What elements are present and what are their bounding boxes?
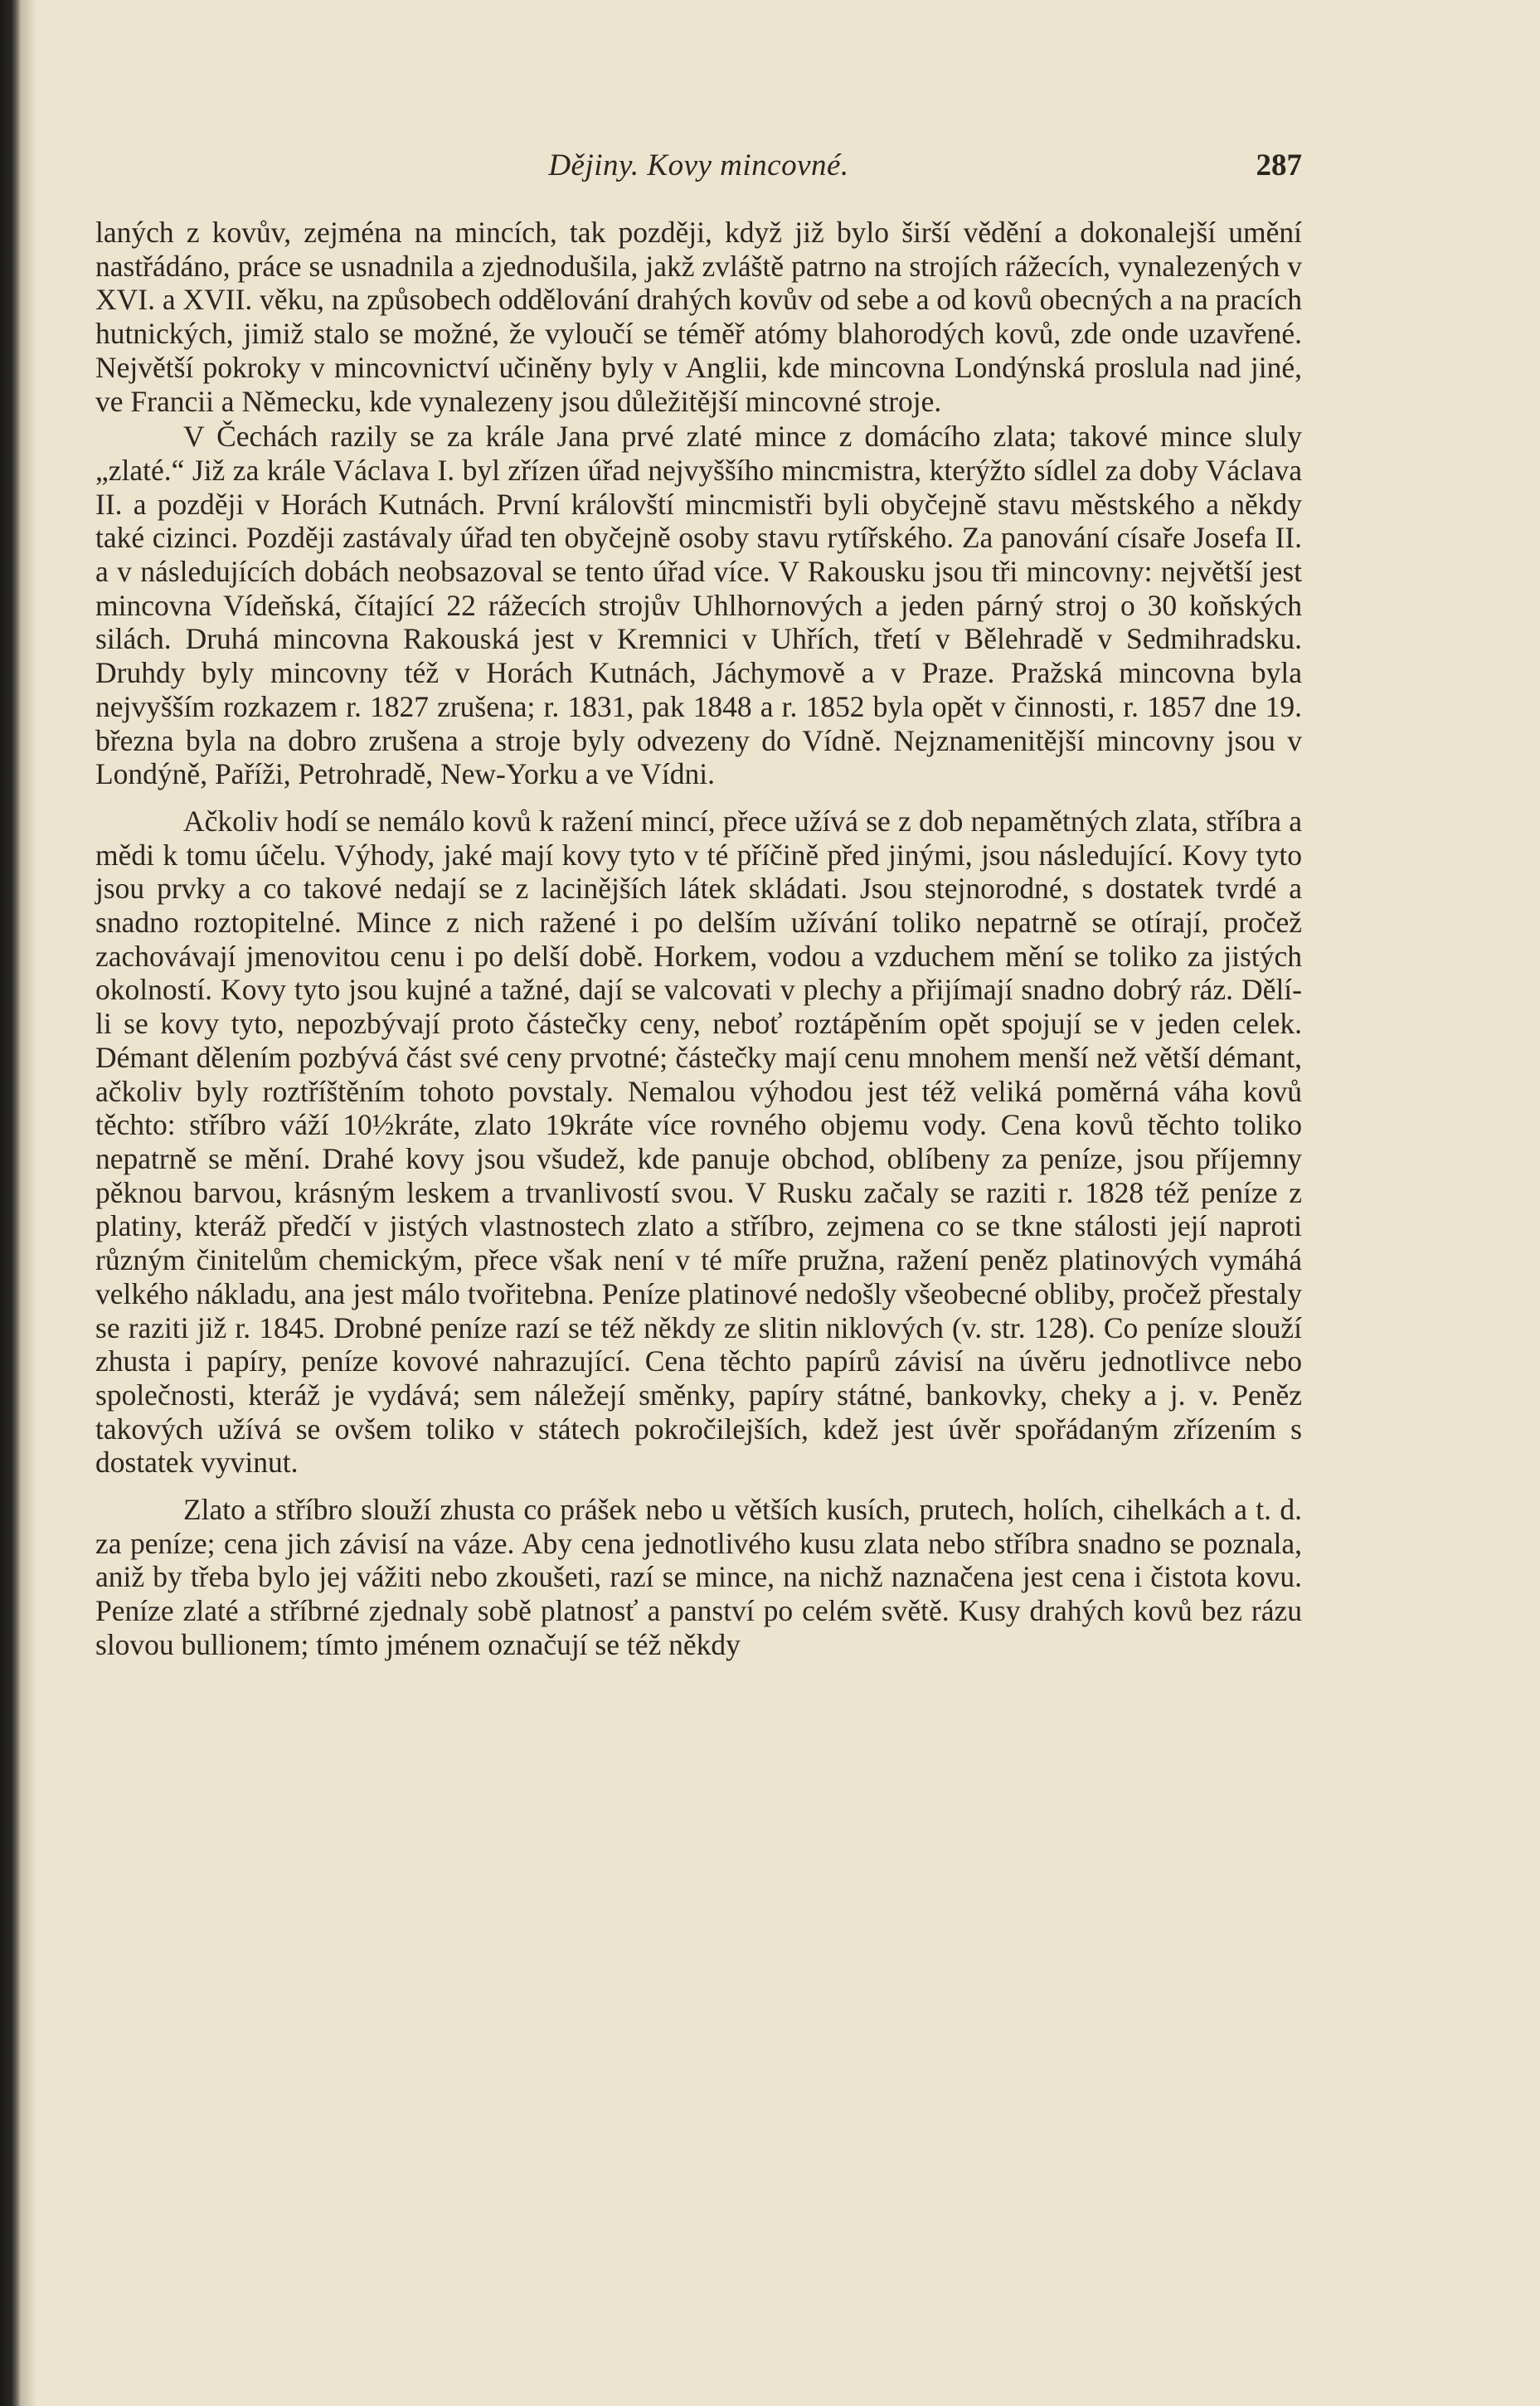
paragraph-metal-properties: Ačkoliv hodí se nemálo kovů k ražení mincí, přece užívá se z dob nepamětných zlata, stříbra a mědi k tomu účelu. Výhody, jaké mají kovy tyto v té příčině před jinými, jsou následující. Kovy tyto jsou prvky a co takové nedají se z lacinějších látek skládati. Jsou stejnorodné, s dostatek tvrdé a snadno roztopitelné. Mince z nich ražené i po delším užívání toliko nepatrně se otírají, pročež zachovávají jmenovitou cenu i po delší době. Horkem, vodou a vzduchem mění se toliko za jistých okolností. Kovy tyto jsou kujné a tažné, dají se valcovati v plechy a přijímají snadno dobrý ráz. Dělí-li se kovy tyto, nepozbývají proto částečky ceny, neboť roztápěním opět spojují se v jeden celek. Démant dělením pozbývá část své ceny prvotné; částečky mají cenu mnohem menší než větší démant, ačkoliv byly roztříštěním tohoto povstaly. Nemalou výhodou jest též veliká poměrná váha kovů těchto: stříbro váží 10½kráte, zlato 19kráte více rovného objemu vody. Cena kovů těchto toliko nepatrně se mění. Drahé kovy jsou všudež, kde panuje obchod, oblíbeny za peníze, jsou příjemny pěknou barvou, krásným leskem a trvanlivostí svou. V Rusku začaly se raziti r. 1828 též peníze z platiny, kteráž předčí v jistých vlastnostech zlato a stříbro, zejmena co se tkne stálosti její naproti různým činitelům chemickým, přece však není v té míře pružna, ražení peněz platinových vymáhá velkého nákladu, ana jest málo tvořitebna. Peníze platinové nedošly všeobecné obliby, pročež přestaly se raziti již r. 1845. Drobné peníze razí se též někdy ze slitin niklových (v. str. 128). Co peníze slouží zhusta i papíry, peníze kovové nahrazující. Cena těchto papírů závisí na úvěru jednotlivce nebo společnosti, kteráž je vydává; sem náležejí směnky, papíry státné, bankovky, cheky a j. v. Peněz takových užívá se ovšem toliko v státech pokročilejších, kdež jest úvěr spořádaným zřízením s dostatek vyvinut.	[95, 804, 1302, 1480]
page-number: 287	[1256, 148, 1302, 182]
paragraph-bullion: Zlato a stříbro slouží zhusta co prášek nebo u větších kusích, prutech, holích, cihelkách a t. d. za peníze; cena jich závisí na váze. Aby cena jednotlivého kusu zlata nebo stříbra snadno se poznala, aniž by třeba bylo jej vážiti nebo zkoušeti, razí se mince, na nichž naznačena jest cena i čistota kovu. Peníze zlaté a stříbrné zjednaly sobě platnosť a panství po celém světě. Kusy drahých kovů bez rázu slovou bullionem; tímto jménem označují se též někdy	[95, 1493, 1302, 1661]
body-text	[95, 216, 1302, 1662]
page-shadow	[22, 0, 36, 2406]
book-binding-gutter	[0, 0, 22, 2406]
paragraph-czech-mints: V Čechách razily se za krále Jana prvé zlaté mince z domácího zlata; takové mince sluly „zlaté.“ Již za krále Václava I. byl zřízen úřad nejvyššího mincmistra, kterýžto sídlel za doby Václava II. a později v Horách Kutnách. První královští mincmistři byli obyčejně stavu městského a někdy také cizinci. Později zastávaly úřad ten obyčejně osoby stavu rytířského. Za panování císaře Josefa II. a v následujících dobách neobsazoval se tento úřad více. V Rakousku jsou tři mincovny: největší jest mincovna Vídeňská, čítající 22 rážecích strojův Uhlhornových a jeden párný stroj o 30 koňských silách. Druhá mincovna Rakouská jest v Kremnici v Uhřích, třetí v Bělehradě v Sedmihradsku. Druhdy byly mincovny též v Horách Kutnách, Jáchymově a v Praze. Pražská mincovna byla nejvyšším rozkazem r. 1827 zrušena; r. 1831, pak 1848 a r. 1852 byla opět v činnosti, r. 1857 dne 19. března byla na dobro zrušena a stroje byly odvezeny do Vídně. Nejznamenitější mincovny jsou v Londýně, Paříži, Petrohradě, New-Yorku a ve Vídni.	[95, 420, 1302, 791]
paragraph-continuation: laných z kovův, zejména na mincích, tak později, když již bylo širší vědění a dokonalejší umění nastřádáno, práce se usnadnila a zjednodušila, jakž zvláště patrno na strojích rážecích, vynalezených v XVI. a XVII. věku, na způsobech oddělování drahých kovův od sebe a od kovů obecných a na pracích hutnických, jimiž stalo se možné, že vyloučí se téměř atómy blahorodých kovů, zde onde uzavřené. Největší pokroky v mincovnictví učiněny byly v Anglii, kde mincovna Londýnská proslula nad jiné, ve Francii a Německu, kde vynalezeny jsou důležitější mincovné stroje.	[95, 216, 1303, 418]
running-title: Dějiny. Kovy mincovné.	[548, 148, 849, 182]
page-header	[95, 148, 1302, 197]
